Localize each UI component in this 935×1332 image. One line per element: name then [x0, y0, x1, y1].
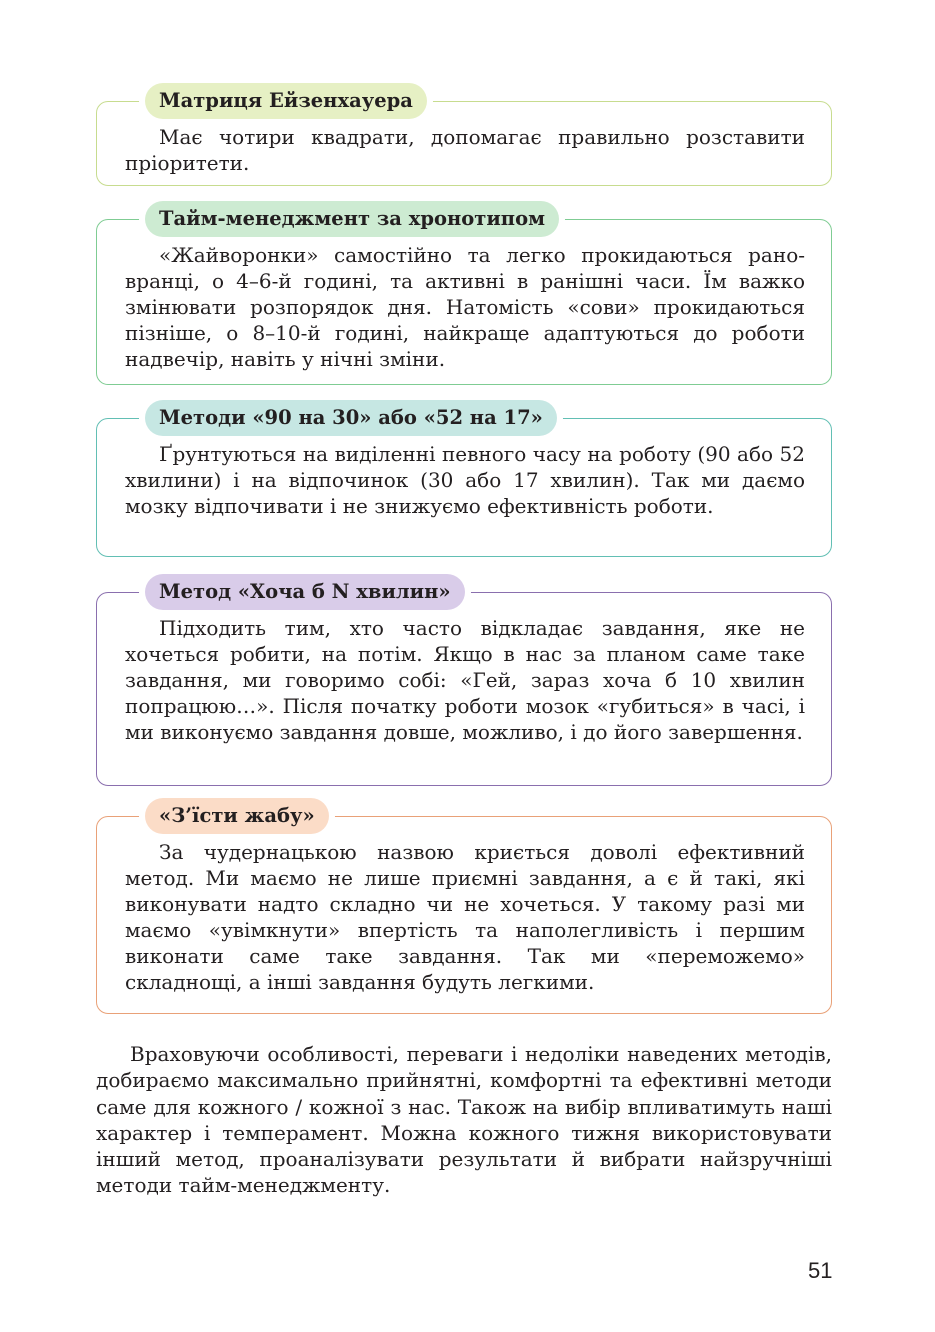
work-rest-methods-title: Методи «90 на 30» або «52 на 17»	[145, 400, 557, 436]
chronotype-text: «Жайворонки» самостійно та легко прокидаються рано-вранці, о 4–6-й годині, та активні в ранішні часи. Їм важко змінювати розпорядок дня. Натомість «сови» прокидаються пізніше, о 8–10-й годині, найкраще адаптуються до роботи надвечір, навіть у нічні зміни.	[125, 243, 805, 371]
page-number: 51	[808, 1258, 833, 1283]
eisenhower-matrix-title: Матриця Ейзенхауера	[145, 83, 427, 119]
n-minutes-method-title: Метод «Хоча б N хвилин»	[145, 574, 465, 610]
eat-the-frog-text: За чудернацькою назвою криється доволі ефективний метод. Ми маємо не лише приємні завдання, а є й такі, які виконувати надто складно чи не хочеться. У такому разі ми маємо «увімкнути» впертість та наполегливість і першим виконати саме таке завдання. Так ми «переможемо» складнощі, а інші завдання будуть легкими.	[125, 840, 805, 994]
chronotype-title: Тайм-менеджмент за хронотипом	[145, 201, 559, 237]
summary-paragraph: Враховуючи особливості, переваги і недоліки наведених методів, добираємо максимально прийнятні, комфортні та ефективні методи саме для кожного / кожної з нас. Також на вибір впливатимуть наші характер і темперамент. Можна кожного тижня використовувати інший метод, проаналізувати результати й вибрати найзручніші методи тайм-менеджменту.	[96, 1042, 832, 1198]
work-rest-methods-text: Ґрунтуються на виділенні певного часу на роботу (90 або 52 хвилини) і на відпочинок (30 або 17 хвилин). Так ми даємо мозку відпочивати і не знижуємо ефективність роботи.	[125, 442, 805, 518]
work-rest-methods-box	[96, 406, 832, 557]
eat-the-frog-title: «З’їсти жабу»	[145, 798, 329, 834]
eisenhower-matrix-text: Має чотири квадрати, допомагає правильно розставити пріоритети.	[125, 125, 805, 175]
eisenhower-matrix-box	[96, 89, 832, 186]
eat-the-frog-box	[96, 804, 832, 1014]
n-minutes-method-box	[96, 580, 832, 786]
chronotype-box	[96, 207, 832, 385]
n-minutes-method-text: Підходить тим, хто часто відкладає завдання, яке не хочеться робити, на потім. Якщо в нас за планом саме таке завдання, ми говоримо собі: «Гей, зараз хоча б 10 хвилин попрацюю…». Після початку роботи мозок «губиться» в часі, і ми виконуємо завдання довше, можливо, і до його завершення.	[125, 616, 805, 744]
